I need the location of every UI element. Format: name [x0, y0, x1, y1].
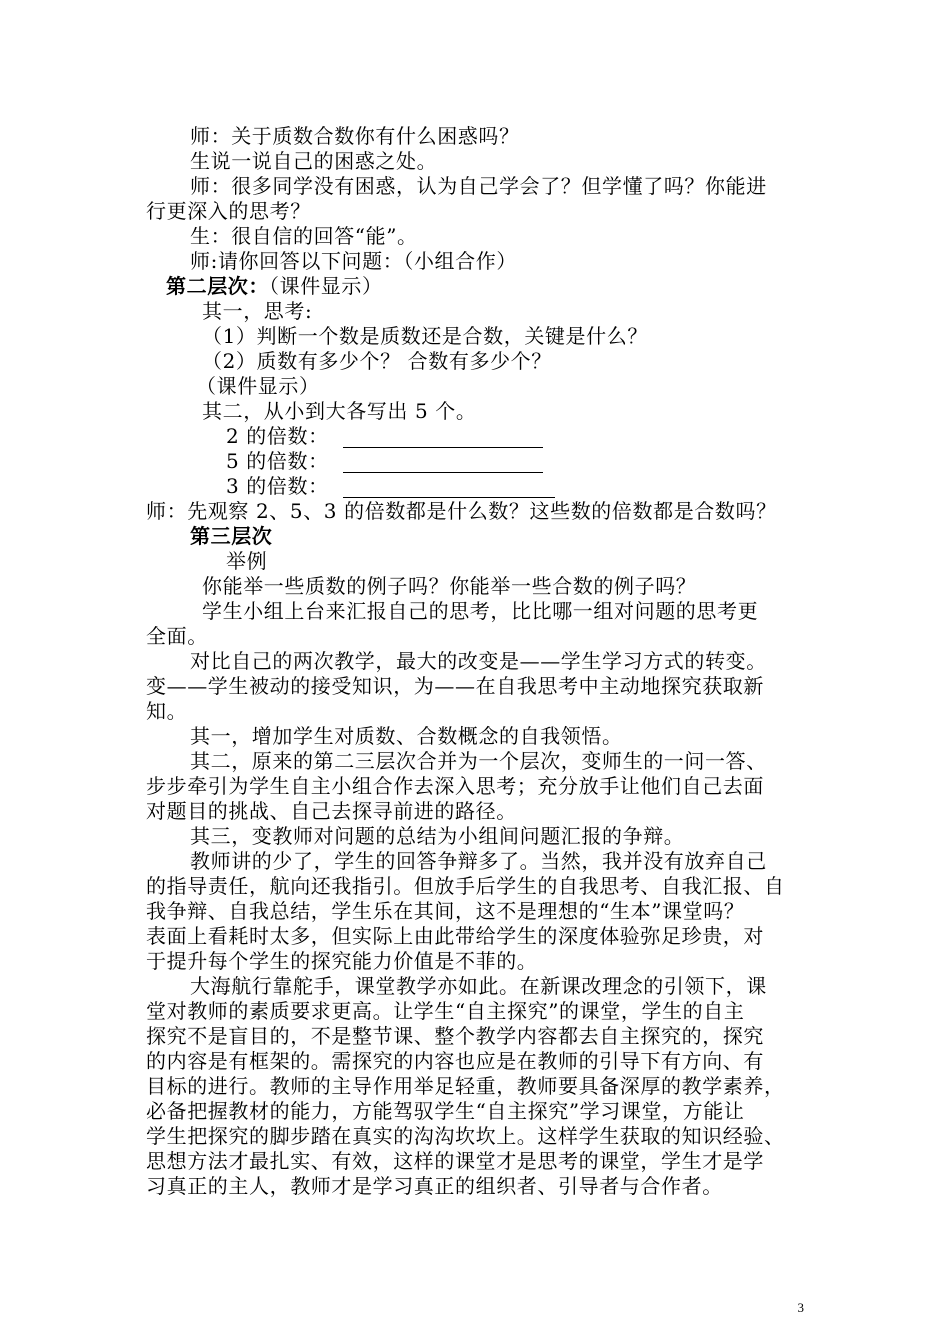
text-line: 探究不是盲目的，不是整节课、整个教学内容都去自主探究的，探究	[146, 1024, 764, 1048]
text-line: 堂对教师的素质要求更高。让学生“自主探究”的课堂，学生的自主	[146, 999, 745, 1023]
text-line: 师：先观察 2、5、3 的倍数都是什么数？这些数的倍数都是合数吗？	[146, 499, 777, 523]
text-fragment: （课件显示）	[269, 274, 383, 298]
text-line: 其一，思考:	[202, 299, 313, 323]
text-line: 必备把握教材的能力，方能驾驭学生“自主探究”学习课堂，方能让	[146, 1099, 745, 1123]
text-line: 对比自己的两次教学，最大的改变是——学生学习方式的转变。	[190, 649, 767, 673]
section-heading-line	[166, 274, 383, 298]
text-line: 你能举一些质数的例子吗？你能举一些合数的例子吗？	[202, 574, 697, 598]
text-line: 对题目的挑战、自己去探寻前进的路径。	[146, 799, 517, 823]
fill-in-line	[226, 474, 555, 498]
text-line: 的内容是有框架的。需探究的内容也应是在教师的引导下有方向、有	[146, 1049, 764, 1073]
fill-in-line	[226, 424, 543, 448]
text-line: 全面。	[146, 624, 208, 648]
text-line: 其二，原来的第二三层次合并为一个层次，变师生的一问一答、	[190, 749, 767, 773]
text-line: 师：关于质数合数你有什么困惑吗？	[190, 124, 520, 148]
text-line: 学生把探究的脚步踏在真实的沟沟坎坎上。这样学生获取的知识经验、	[146, 1124, 785, 1148]
answer-blank	[343, 452, 543, 473]
text-line: 行更深入的思考？	[146, 199, 311, 223]
text-line: 教师讲的少了，学生的回答争辩多了。当然，我并没有放弃自己	[190, 849, 767, 873]
section-heading: 第二层次：	[166, 274, 269, 298]
text-line: 目标的进行。教师的主导作用举足轻重，教师要具备深厚的教学素养，	[146, 1074, 785, 1098]
text-line: 生说一说自己的困惑之处。	[190, 149, 438, 173]
text-line: 学生小组上台来汇报自己的思考，比比哪一组对问题的思考更	[202, 599, 759, 623]
text-line: 其一，增加学生对质数、合数概念的自我领悟。	[190, 724, 623, 748]
text-line: （1）判断一个数是质数还是合数，关键是什么？	[202, 324, 648, 348]
text-line: 举例	[226, 549, 268, 573]
text-line: 大海航行靠舵手，课堂教学亦如此。在新课改理念的引领下，课	[190, 974, 767, 998]
section-heading: 第三层次	[190, 524, 273, 548]
text-line: 步步牵引为学生自主小组合作去深入思考；充分放手让他们自己去面	[146, 774, 764, 798]
fill-in-line	[226, 449, 543, 473]
text-line: 其三，变教师对问题的总结为小组间问题汇报的争辩。	[190, 824, 685, 848]
text-line: 变——学生被动的接受知识，为——在自我思考中主动地探究获取新	[146, 674, 764, 698]
text-line: 于提升每个学生的探究能力价值是不菲的。	[146, 949, 538, 973]
answer-blank	[343, 477, 555, 498]
text-line: 师:请你回答以下问题：（小组合作）	[190, 249, 517, 273]
text-line: 师：很多同学没有困惑，认为自己学会了？但学懂了吗？你能进	[190, 174, 767, 198]
text-line: 我争辩、自我总结，学生乐在其间，这不是理想的“生本”课堂吗？	[146, 899, 745, 923]
text-line: 知。	[146, 699, 188, 723]
fill-in-label: 3 的倍数：	[226, 474, 329, 498]
fill-in-label: 5 的倍数：	[226, 449, 329, 473]
text-line: （2）质数有多少个？ 合数有多少个？	[202, 349, 552, 373]
text-line: 表面上看耗时太多，但实际上由此带给学生的深度体验弥足珍贵，对	[146, 924, 764, 948]
text-line: 思想方法才最扎实、有效，这样的课堂才是思考的课堂，学生才是学	[146, 1149, 764, 1173]
answer-blank	[343, 427, 543, 448]
text-line: （课件显示）	[196, 374, 320, 398]
page-number: 3	[797, 1300, 804, 1315]
text-line: 生：很自信的回答“能”。	[190, 224, 418, 248]
text-line: 其二，从小到大各写出 5 个。	[202, 399, 477, 423]
text-line: 的指导责任，航向还我指引。但放手后学生的自我思考、自我汇报、自	[146, 874, 785, 898]
fill-in-label: 2 的倍数：	[226, 424, 329, 448]
text-line: 习真正的主人，教师才是学习真正的组织者、引导者与合作者。	[146, 1174, 723, 1198]
